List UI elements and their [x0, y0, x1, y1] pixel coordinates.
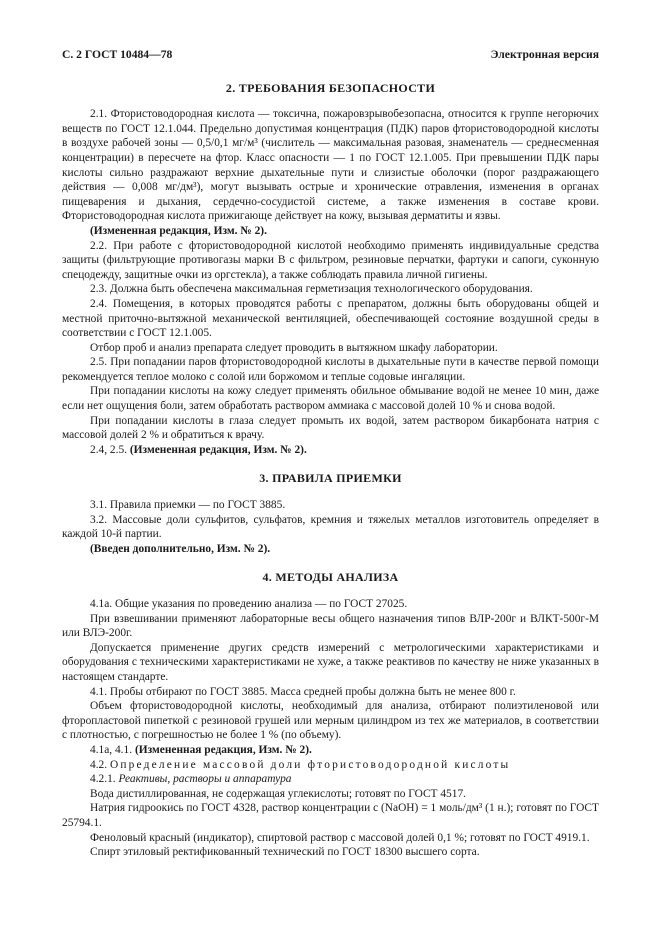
section-4-title: 4. МЕТОДЫ АНАЛИЗА: [262, 570, 399, 585]
reagent-sodium-hydroxide: Натрия гидроокись по ГОСТ 4328, раствор концентрации с (NaOH) = 1 моль/дм³ (1 н.); готовят по ГОСТ 25794.1.: [62, 802, 599, 829]
amendment-text: (Измененная редакция, Изм. № 2).: [134, 743, 312, 756]
paragraph-4-2-1: [62, 772, 599, 787]
paragraph-4-1: 4.1. Пробы отбирают по ГОСТ 3885. Масса средней пробы должна быть не менее 800 г.: [90, 685, 516, 698]
paragraph-2-1: 2.1. Фтористоводородная кислота — токсична, пожаровзрывобезопасна, относится к группе негорючих веществ по ГОСТ 12.1.044. Предельно допустимая концентрация (ПДК) паров фтористоводородной кислоты в воздухе рабочей зоны — 0,5/0,1 мг/м³ (числитель — максимальная разовая, знаменатель — среднесменная концентрации) в пересчете на фтор. Класс опасности — 1 по ГОСТ 12.1.005. При превышении ПДК пары кислоты сильно раздражают верхние дыхательные пути и слизистые оболочки (порог раздражающего действия — 0,008 мг/дм³), могут вызывать острые и хронические отравления, изменения в органах пищеварения и дыхания, сердечно-сосудистой системе, а также изменения в составе крови. Фтористоводородная кислота прижигающе действует на кожу, вызывая дерматиты и язвы.: [62, 108, 599, 223]
amendment-text: (Измененная редакция, Изм. № 2).: [129, 443, 307, 456]
paragraph-3-2: 3.2. Массовые доли сульфитов, сульфатов, кремния и тяжелых металлов изготовитель определяет в каждой 10-й партии.: [62, 513, 599, 541]
paragraph-4-1a: 4.1а. Общие указания по проведению анализа — по ГОСТ 27025.: [90, 598, 408, 610]
paragraph-4-1a-equipment: Допускается применение других средств измерений с метрологическими характеристиками и оборудования с техническими характеристиками не хуже, а также реактивов по качеству не ниже указанных в настоящем стандарте.: [62, 641, 599, 683]
amendment-note-2-4-2-5: [62, 443, 599, 458]
clause-title: Реактивы, растворы и аппаратура: [118, 773, 292, 786]
reagent-phenol-red: Фенoловый красный (индикатор), спиртовой раствор с массовой долей 0,1 %; готовят по ГОСТ 4919.1.: [90, 831, 590, 844]
paragraph-2-4: 2.4. Помещения, в которых проводятся работы с препаратом, должны быть оборудованы общей и местной приточно-вытяжной механической вентиляцией, обеспечивающей состояние воздушной среды в соответствии с ГОСТ 12.1.005.: [62, 297, 599, 340]
paragraph-4-1a-weighing: При взвешивании применяют лабораторные весы общего назначения типов ВЛР-200г и ВЛКТ-500г-М или ВЛЭ-200г.: [62, 612, 599, 640]
amendment-note-3-2: (Введен дополнительно, Изм. № 2).: [90, 542, 271, 555]
clause-number: 4.2.1.: [90, 773, 119, 786]
amendment-ref: 2.4, 2.5.: [90, 443, 130, 456]
amendment-note-4-1: [62, 743, 599, 758]
header-version: Электронная версия: [490, 48, 599, 61]
paragraph-2-2: 2.2. При работе с фтористоводородной кислотой необходимо применять индивидуальные средства защиты (фильтрующие противогазы марки В с фильтром, резиновые перчатки, фартуки и сапоги, суконную спецодежду, защитные очки из оргстекла), а также соблюдать правила личной гигиены.: [62, 239, 599, 281]
paragraph-3-1: 3.1. Правила приемки — по ГОСТ 3885.: [90, 499, 286, 512]
clause-number: 4.2.: [90, 758, 110, 771]
paragraph-2-4-sampling: Отбор проб и анализ препарата следует проводить в вытяжном шкафу лаборатории.: [90, 341, 498, 354]
document-page: [62, 48, 599, 860]
paragraph-4-1-volume: Объем фтористоводородной кислоты, необходимый для анализа, отбирают полиэтиленовой или фторопластовой пипеткой с резиновой грушей или мерным цилиндром из тех же материалов, в соответствии с плотностью, с погрешностью не более 1 % (по объему).: [62, 700, 599, 742]
amendment-note-2-1: (Измененная редакция, Изм. № 2).: [90, 224, 267, 237]
reagent-water: Вода дистиллированная, не содержащая углекислоты; готовят по ГОСТ 4517.: [90, 787, 466, 800]
header-standard: С. 2 ГОСТ 10484—78: [62, 48, 173, 61]
section-3-title: 3. ПРАВИЛА ПРИЕМКИ: [259, 471, 402, 486]
section-2-title: 2. ТРЕБОВАНИЯ БЕЗОПАСНОСТИ: [225, 80, 436, 95]
clause-title: Определение массовой доли фтористоводородной кислоты: [109, 758, 511, 771]
page-header: [62, 48, 599, 63]
paragraph-4-2: [62, 758, 599, 773]
amendment-ref: 4.1а, 4.1.: [90, 743, 135, 756]
paragraph-2-5-skin: При попадании кислоты на кожу следует применять обильное обмывание водой не менее 10 мин, даже если нет ощущения боли, затем обработать раствором аммиака с массовой долей 10 % и снова водой.: [62, 385, 599, 413]
paragraph-2-5-eyes: При попадании кислоты в глаза следует промыть их водой, затем раствором бикарбоната натрия с массовой долей 2 % и обратиться к врачу.: [62, 414, 599, 442]
paragraph-2-5: 2.5. При попадании паров фтористоводородной кислоты в дыхательные пути в качестве первой помощи рекомендуется теплое молоко с солой или боржомом и теплые содовые ингаляции.: [62, 356, 599, 383]
paragraph-2-3: 2.3. Должна быть обеспечена максимальная герметизация технологического оборудования.: [90, 283, 533, 296]
reagent-ethanol: Спирт этиловый ректификованный технический по ГОСТ 18300 высшего сорта.: [90, 846, 480, 859]
